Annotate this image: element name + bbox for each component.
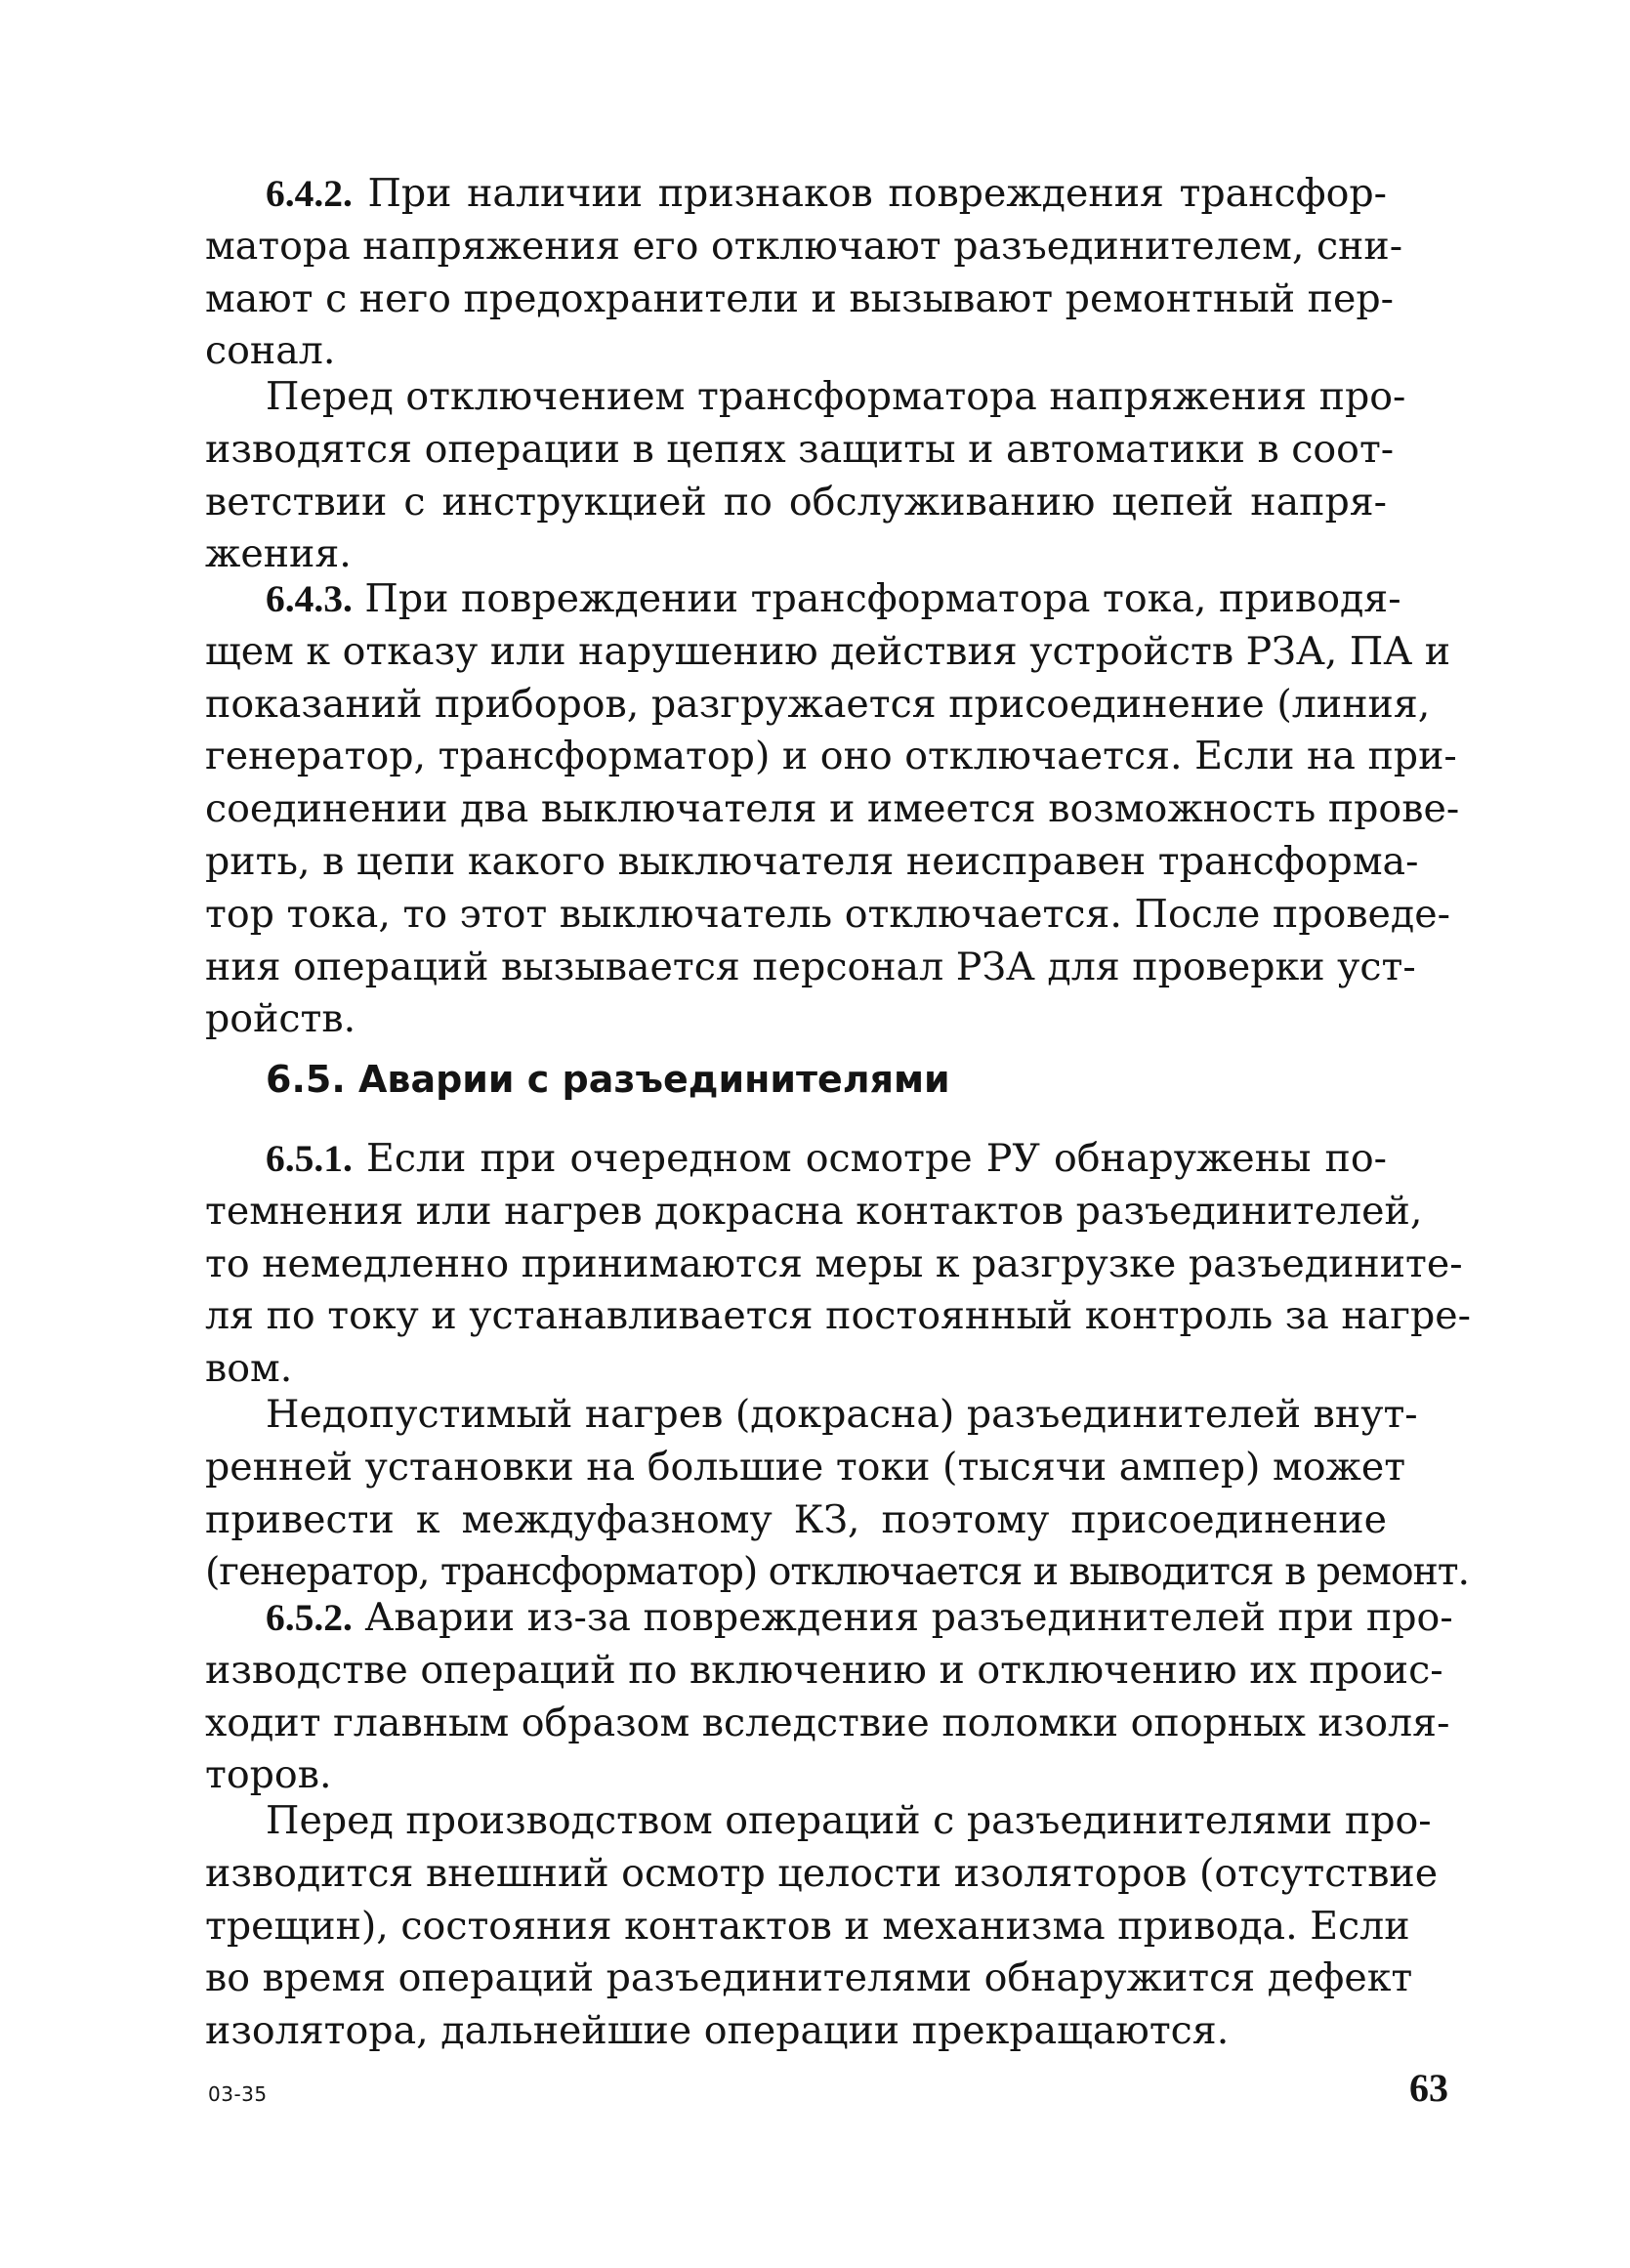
section-title: 6.5. Аварии с разъединителями bbox=[266, 1058, 950, 1101]
line: ния операций вызывается персонал РЗА для проверки уст- bbox=[205, 944, 1416, 989]
paragraph-6-4-3 bbox=[205, 573, 1460, 1048]
line: соединении два выключателя и имеется возможность прове- bbox=[205, 786, 1460, 832]
line: тор тока, то этот выключатель отключается. После проведе- bbox=[205, 891, 1450, 937]
line: щем к отказу или нарушению действия устройств РЗА, ПА и bbox=[205, 628, 1451, 674]
line: привести к междуфазному КЗ, поэтому присоединение bbox=[205, 1496, 1387, 1542]
line: во время операций разъединителями обнаружится дефект bbox=[205, 1955, 1413, 2001]
paragraph-6-5-1 bbox=[205, 1133, 1471, 1398]
line: Перед отключением трансформатора напряжения про- bbox=[266, 374, 1406, 419]
line bbox=[266, 1592, 1453, 1645]
clause-number: 6.5.1. bbox=[266, 1137, 353, 1180]
line: ройств. bbox=[205, 996, 356, 1042]
line bbox=[266, 1133, 1387, 1186]
line-text: При повреждении трансформатора тока, приводя- bbox=[352, 576, 1401, 621]
paragraph-body bbox=[205, 1592, 1453, 1802]
paragraph-body bbox=[205, 1389, 1469, 1599]
paragraph-6-5-2-cont bbox=[205, 1795, 1447, 2060]
line: ходит главным образом вследствие поломки опорных изоля- bbox=[205, 1700, 1450, 1745]
line: рить, в цепи какого выключателя неисправен трансформа- bbox=[205, 838, 1419, 884]
line: мают с него предохранители и вызывают ремонтный пер- bbox=[205, 275, 1394, 321]
footer-code: 03-35 bbox=[208, 2082, 268, 2106]
paragraph-body bbox=[205, 573, 1460, 1046]
clause-number: 6.5.2. bbox=[266, 1596, 353, 1639]
paragraph-6-5-1-cont bbox=[205, 1389, 1469, 1601]
line: Недопустимый нагрев (докрасна) разъединителей внут- bbox=[266, 1392, 1418, 1437]
line: изводстве операций по включению и отключению их проис- bbox=[205, 1647, 1443, 1693]
line: матора напряжения его отключают разъединителем, сни- bbox=[205, 223, 1403, 269]
line: генератор, трансформатор) и оно отключается. Если на при- bbox=[205, 734, 1457, 779]
paragraph-body bbox=[205, 1795, 1439, 2058]
line: Перед производством операций с разъединителями про- bbox=[266, 1798, 1432, 1843]
line: жения. bbox=[205, 531, 352, 577]
line: изводятся операции в цепях защиты и автоматики в соот- bbox=[205, 426, 1395, 472]
line: трещин), состояния контактов и механизма привода. Если bbox=[205, 1903, 1410, 1949]
paragraph-6-4-2-body bbox=[205, 168, 1403, 378]
clause-number: 6.4.3. bbox=[266, 577, 353, 620]
line-text: Аварии из-за повреждения разъединителей при про- bbox=[352, 1595, 1453, 1640]
clause-number: 6.4.2. bbox=[266, 172, 353, 215]
paragraph-body bbox=[205, 1133, 1471, 1396]
line: ветствии с инструкцией по обслуживанию цепей напря- bbox=[205, 479, 1387, 525]
line: ля по току и устанавливается постоянный контроль за нагре- bbox=[205, 1293, 1471, 1339]
line: показаний приборов, разгружается присоединение (линия, bbox=[205, 681, 1431, 727]
line: сонал. bbox=[205, 328, 336, 374]
paragraph-6-4-2-cont bbox=[205, 371, 1447, 583]
line bbox=[266, 168, 1387, 221]
line: (генератор, трансформатор) отключается и выводится в ремонт. bbox=[205, 1549, 1469, 1595]
line bbox=[266, 573, 1401, 626]
line: ренней установки на большие токи (тысячи ампер) может bbox=[205, 1444, 1406, 1490]
paragraph-6-5-2 bbox=[205, 1592, 1453, 1804]
line-text: При наличии признаков повреждения трансфор- bbox=[352, 171, 1387, 216]
paragraph-6-4-2 bbox=[205, 168, 1447, 380]
line-text: Если при очередном осмотре РУ обнаружены по- bbox=[352, 1136, 1387, 1181]
line: изолятора, дальнейшие операции прекращаются. bbox=[205, 2008, 1230, 2054]
line: торов. bbox=[205, 1752, 332, 1798]
line: вом. bbox=[205, 1346, 293, 1392]
line: изводится внешний осмотр целости изоляторов (отсутствие bbox=[205, 1850, 1439, 1896]
page-number: 63 bbox=[1409, 2066, 1448, 2110]
line: темнения или нагрев докрасна контактов разъединителей, bbox=[205, 1188, 1423, 1234]
paragraph-body bbox=[205, 371, 1406, 581]
line: то немедленно принимаются меры к разгрузке разъедините- bbox=[205, 1240, 1463, 1286]
